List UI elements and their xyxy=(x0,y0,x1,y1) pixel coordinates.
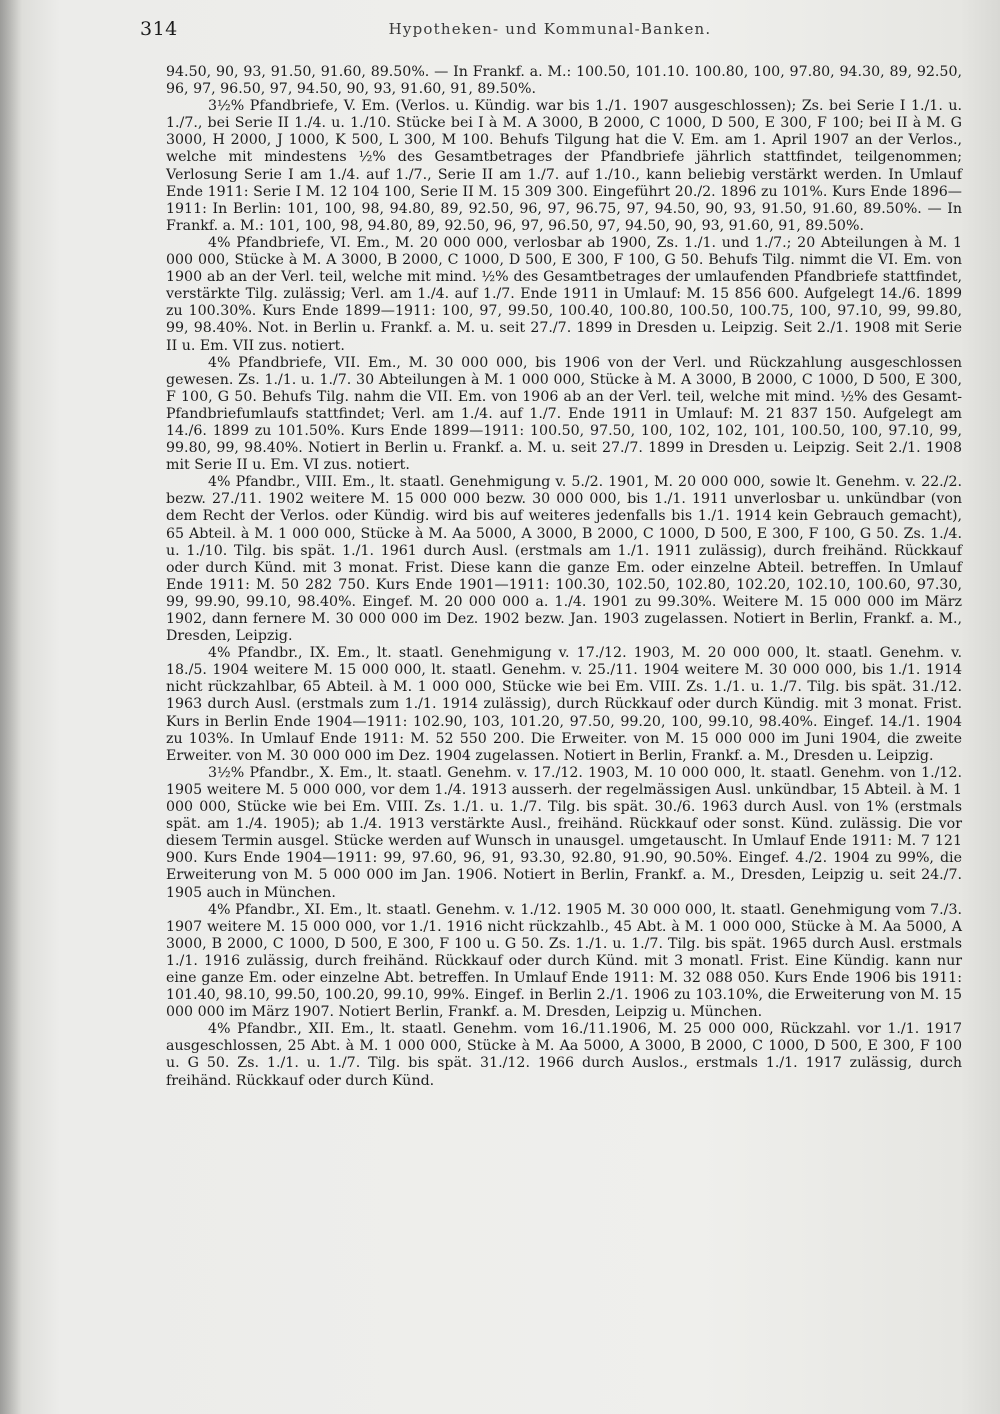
paragraph: 4% Pfandbr., XII. Em., lt. staatl. Genehm. vom 16./11.1906, M. 25 000 000, Rückzahl. vor 1./1. 1917 ausgeschlossen, 25 Abt. à M. 1 000 000, Stücke à M. Aa 5000, A 3000, B 2000, C 1000, D 500, E 300, F 100 u. G 50. Zs. 1./1. u. 1./7. Tilg. bis spät. 31./12. 1966 durch Auslos., erstmals 1./1. 1917 zulässig, durch freihänd. Rückkauf oder durch Künd. xyxy=(166,1021,962,1089)
body-text xyxy=(166,64,962,1090)
paragraph: 4% Pfandbriefe, VII. Em., M. 30 000 000, bis 1906 von der Verl. und Rückzahlung ausgeschlossen gewesen. Zs. 1./1. u. 1./7. 30 Abteilungen à M. 1 000 000, Stücke à M. A 3000, B 2000, C 1000, D 500, E 300, F 100, G 50. Behufs Tilg. nahm die VII. Em. von 1906 ab an der Verl. teil, welche mit mind. ½% des Gesamt-Pfandbriefumlaufs stattfindet; Verl. am 1./4. auf 1./7. Ende 1911 in Umlauf: M. 21 837 150. Aufgelegt am 14./6. 1899 zu 101.50%. Kurs Ende 1899—1911: 100.50, 97.50, 100, 102, 102, 101, 100.50, 100, 97.10, 99, 99.80, 99, 98.40%. Notiert in Berlin u. Frankf. a. M. u. seit 27./7. 1899 in Dresden u. Leipzig. Seit 2./1. 1908 mit Serie II u. Em. VI zus. notiert. xyxy=(166,354,962,474)
page-number: 314 xyxy=(140,18,178,40)
binding-shadow xyxy=(0,0,22,1414)
running-head: Hypotheken- und Kommunal-Banken. xyxy=(388,20,712,38)
paragraph: 4% Pfandbr., IX. Em., lt. staatl. Genehmigung v. 17./12. 1903, M. 20 000 000, lt. staatl. Genehm. v. 18./5. 1904 weitere M. 15 000 000, lt. staatl. Genehm. v. 25./11. 1904 weitere M. 30 000 000, bis 1./1. 1914 nicht rückzahlbar, 65 Abteil. à M. 1 000 000, Stücke wie bei Em. VIII. Zs. 1./1. u. 1./7. Tilg. bis spät. 31./12. 1963 durch Ausl. (erstmals zum 1./1. 1914 zulässig), durch Rückkauf oder durch Kündig. mit 3 monat. Frist. Kurs in Berlin Ende 1904—1911: 102.90, 103, 101.20, 97.50, 99.20, 100, 99.10, 98.40%. Eingef. 14./1. 1904 zu 103%. In Umlauf Ende 1911: M. 52 550 200. Die Erweiter. von M. 15 000 000 im Juni 1904, die zweite Erweiter. von M. 30 000 000 im Dez. 1904 zugelassen. Notiert in Berlin, Frankf. a. M., Dresden u. Leipzig. xyxy=(166,645,962,764)
paragraph: 94.50, 90, 93, 91.50, 91.60, 89.50%. — In Frankf. a. M.: 100.50, 101.10. 100.80, 100, 97.80, 94.30, 89, 92.50, 96, 97, 96.50, 97, 94.50, 90, 93, 91.60, 91, 89.50%. xyxy=(166,64,962,98)
paragraph: 3½% Pfandbr., X. Em., lt. staatl. Genehm. v. 17./12. 1903, M. 10 000 000, lt. staatl. Genehm. von 1./12. 1905 weitere M. 5 000 000, vor dem 1./4. 1913 ausserh. der regelmässigen Ausl. unkündbar, 15 Abteil. à M. 1 000 000, Stücke wie bei Em. VIII. Zs. 1./1. u. 1./7. Tilg. bis spät. 30./6. 1963 durch Ausl. von 1% (erstmals spät. am 1./4. 1905); ab 1./4. 1913 verstärkte Ausl., freihänd. Rückkauf oder sonst. Künd. zulässig. Die vor diesem Termin ausgel. Stücke werden auf Wunsch in unausgel. umgetauscht. In Umlauf Ende 1911: M. 7 121 900. Kurs Ende 1904—1911: 99, 97.60, 96, 91, 93.30, 92.80, 91.90, 90.50%. Eingef. 4./2. 1904 zu 99%, die Erweiterung von M. 5 000 000 im Jan. 1906. Notiert in Berlin, Frankf. a. M., Dresden, Leipzig u. seit 24./7. 1905 auch in München. xyxy=(166,764,962,901)
paragraph: 3½% Pfandbriefe, V. Em. (Verlos. u. Kündig. war bis 1./1. 1907 ausgeschlossen); Zs. bei Serie I 1./1. u. 1./7., bei Serie II 1./4. u. 1./10. Stücke bei I à M. A 3000, B 2000, C 1000, D 500, E 300, F 100; bei II à M. G 3000, H 2000, J 1000, K 500, L 300, M 100. Behufs Tilgung hat die V. Em. am 1. April 1907 an der Verlos., welche mit mindestens ½% des Gesamtbetrages der Pfandbriefe jährlich stattfindet, teilgenommen; Verlosung Serie I am 1./4. auf 1./7., Serie II am 1./7. auf 1./10., kann beliebig verstärkt werden. In Umlauf Ende 1911: Serie I M. 12 104 100, Serie II M. 15 309 300. Eingeführt 20./2. 1896 zu 101%. Kurs Ende 1896—1911: In Berlin: 101, 100, 98, 94.80, 89, 92.50, 96, 97, 96.75, 97, 94.50, 90, 93, 91.50, 91.60, 89.50%. — In Frankf. a. M.: 101, 100, 98, 94.80, 89, 92.50, 96, 97, 96.50, 97, 94.50, 90, 93, 91.60, 91, 89.50%. xyxy=(166,98,962,234)
paragraph: 4% Pfandbr., XI. Em., lt. staatl. Genehm. v. 1./12. 1905 M. 30 000 000, lt. staatl. Genehmigung vom 7./3. 1907 weitere M. 15 000 000, vor 1./1. 1916 nicht rückzahlb., 45 Abt. à M. 1 000 000, Stücke à M. Aa 5000, A 3000, B 2000, C 1000, D 500, E 300, F 100 u. G 50. Zs. 1./1. u. 1./7. Tilg. bis spät. 1965 durch Ausl. erstmals 1./1. 1916 zulässig, durch freihänd. Rückkauf oder durch Künd. mit 3 monatl. Frist. Eine Kündig. kann nur eine ganze Em. oder einzelne Abt. betreffen. In Umlauf Ende 1911: M. 32 088 050. Kurs Ende 1906 bis 1911: 101.40, 98.10, 99.50, 100.20, 99.10, 99%. Eingef. in Berlin 2./1. 1906 zu 103.10%, die Erweiterung von M. 15 000 000 im März 1907. Notiert Berlin, Frankf. a. M. Dresden, Leipzig u. München. xyxy=(166,901,962,1021)
paragraph: 4% Pfandbr., VIII. Em., lt. staatl. Genehmigung v. 5./2. 1901, M. 20 000 000, sowie lt. Genehm. v. 22./2. bezw. 27./11. 1902 weitere M. 15 000 000 bezw. 30 000 000, bis 1./1. 1911 unverlosbar u. unkündbar (von dem Recht der Verlos. oder Kündig. wird bis auf weiteres jedenfalls bis 1./1. 1914 kein Gebrauch gemacht), 65 Abteil. à M. 1 000 000, Stücke à M. Aa 5000, A 3000, B 2000, C 1000, D 500, E 300, F 100, G 50. Zs. 1./4. u. 1./10. Tilg. bis spät. 1./1. 1961 durch Ausl. (erstmals am 1./1. 1911 zulässig), durch freihänd. Rückkauf oder durch Künd. mit 3 monat. Frist. Diese kann die ganze Em. oder einzelne Abteil. betreffen. In Umlauf Ende 1911: M. 50 282 750. Kurs Ende 1901—1911: 100.30, 102.50, 102.80, 102.20, 102.10, 100.60, 97.30, 99, 99.90, 99.10, 98.40%. Eingef. M. 20 000 000 a. 1./4. 1901 zu 99.30%. Weitere M. 15 000 000 im März 1902, dann fernere M. 30 000 000 im Dez. 1902 bezw. Jan. 1903 zugelassen. Notiert in Berlin, Frankf. a. M., Dresden, Leipzig. xyxy=(166,474,962,645)
paragraph: 4% Pfandbriefe, VI. Em., M. 20 000 000, verlosbar ab 1900, Zs. 1./1. und 1./7.; 20 Abteilungen à M. 1 000 000, Stücke à M. A 3000, B 2000, C 1000, D 500, E 300, F 100, G 50. Behufs Tilg. nimmt die VI. Em. von 1900 ab an der Verl. teil, welche mit mind. ½% des Gesamtbetrages der umlaufenden Pfandbriefe stattfindet, verstärkte Tilg. zulässig; Verl. am 1./4. auf 1./7. Ende 1911 in Umlauf: M. 15 856 600. Aufgelegt 14./6. 1899 zu 100.30%. Kurs Ende 1899—1911: 100, 97, 99.50, 100.40, 100.80, 100.50, 100.75, 100, 97.10, 99, 99.80, 99, 98.40%. Not. in Berlin u. Frankf. a. M. u. seit 27./7. 1899 in Dresden u. Leipzig. Seit 2./1. 1908 mit Serie II u. Em. VII zus. notiert. xyxy=(166,234,962,354)
page-header xyxy=(140,18,960,48)
